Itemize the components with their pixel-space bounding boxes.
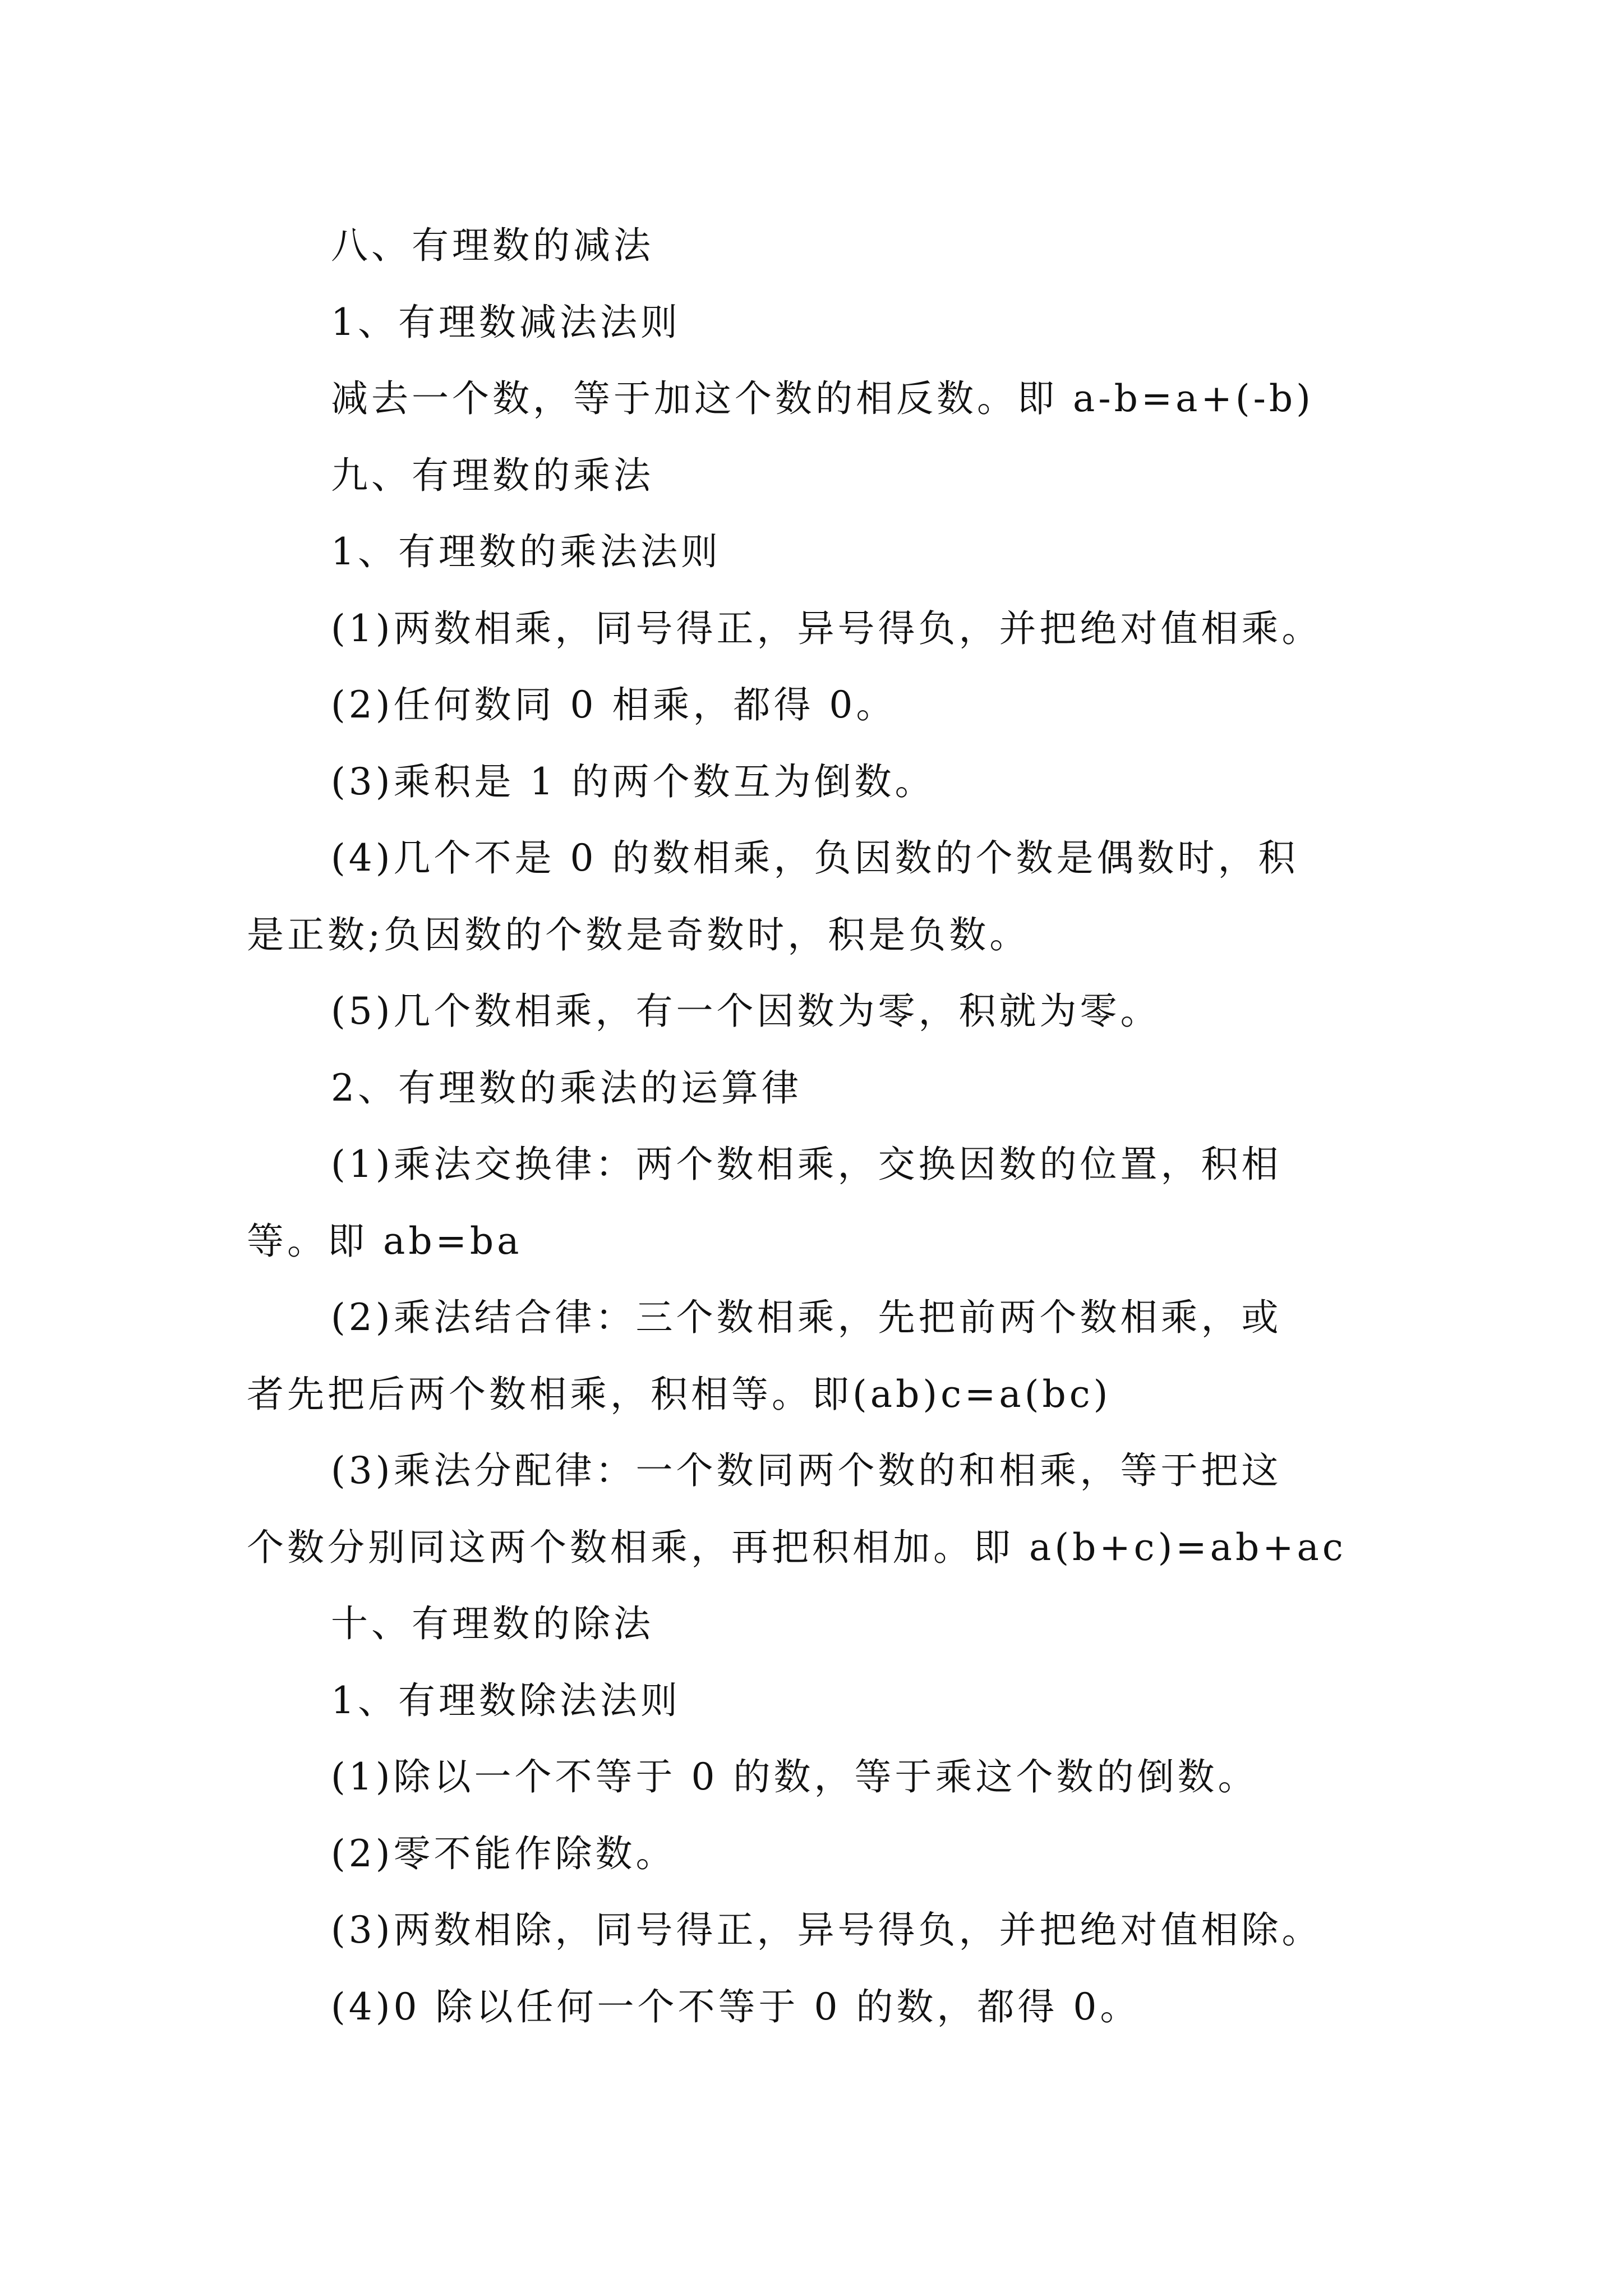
paragraph-line: (1)乘法交换律：两个数相乘，交换因数的位置，积相 bbox=[331, 1143, 1282, 1186]
paragraph-line: (2)任何数同 0 相乘，都得 0。 bbox=[331, 683, 897, 726]
paragraph-line: (1)两数相乘，同号得正，异号得负，并把绝对值相乘。 bbox=[331, 606, 1322, 650]
section-heading-multiplication: 九、有理数的乘法 bbox=[331, 453, 654, 497]
paragraph-line: (3)乘积是 1 的两个数互为倒数。 bbox=[331, 760, 935, 803]
paragraph-line: (4)0 除以任何一个不等于 0 的数，都得 0。 bbox=[331, 1985, 1141, 2028]
paragraph-line: (1)除以一个不等于 0 的数，等于乘这个数的倒数。 bbox=[331, 1755, 1258, 1798]
section-heading-subtraction: 八、有理数的减法 bbox=[331, 224, 654, 267]
paragraph-line: (3)乘法分配律：一个数同两个数的和相乘，等于把这 bbox=[331, 1449, 1282, 1492]
paragraph-line-continuation: 是正数;负因数的个数是奇数时，积是负数。 bbox=[247, 913, 1030, 956]
paragraph-line: (3)两数相除，同号得正，异号得负，并把绝对值相除。 bbox=[331, 1908, 1322, 1952]
rule-heading-subtraction: 1、有理数减法法则 bbox=[331, 300, 681, 344]
rule-heading-multiplication: 1、有理数的乘法法则 bbox=[331, 530, 721, 573]
paragraph-line-continuation: 者先把后两个数相乘，积相等。即(ab)c=a(bc) bbox=[247, 1372, 1112, 1416]
rule-heading-division: 1、有理数除法法则 bbox=[331, 1678, 681, 1722]
section-heading-division: 十、有理数的除法 bbox=[331, 1602, 654, 1645]
paragraph-line: (4)几个不是 0 的数相乘，负因数的个数是偶数时，积 bbox=[331, 836, 1299, 880]
paragraph-line: (2)零不能作除数。 bbox=[331, 1832, 676, 1875]
paragraph-line: (2)乘法结合律：三个数相乘，先把前两个数相乘，或 bbox=[331, 1296, 1282, 1339]
document-body bbox=[247, 208, 1391, 2045]
paragraph-line-continuation: 个数分别同这两个数相乘，再把积相加。即 a(b+c)=ab+ac bbox=[247, 1525, 1347, 1569]
paragraph-line: (5)几个数相乘，有一个因数为零，积就为零。 bbox=[331, 990, 1161, 1033]
rule-heading-laws: 2、有理数的乘法的运算律 bbox=[331, 1066, 802, 1110]
paragraph-line-continuation: 等。即 ab=ba bbox=[247, 1219, 523, 1263]
paragraph-line: 减去一个数，等于加这个数的相反数。即 a-b=a+(-b) bbox=[331, 377, 1314, 420]
